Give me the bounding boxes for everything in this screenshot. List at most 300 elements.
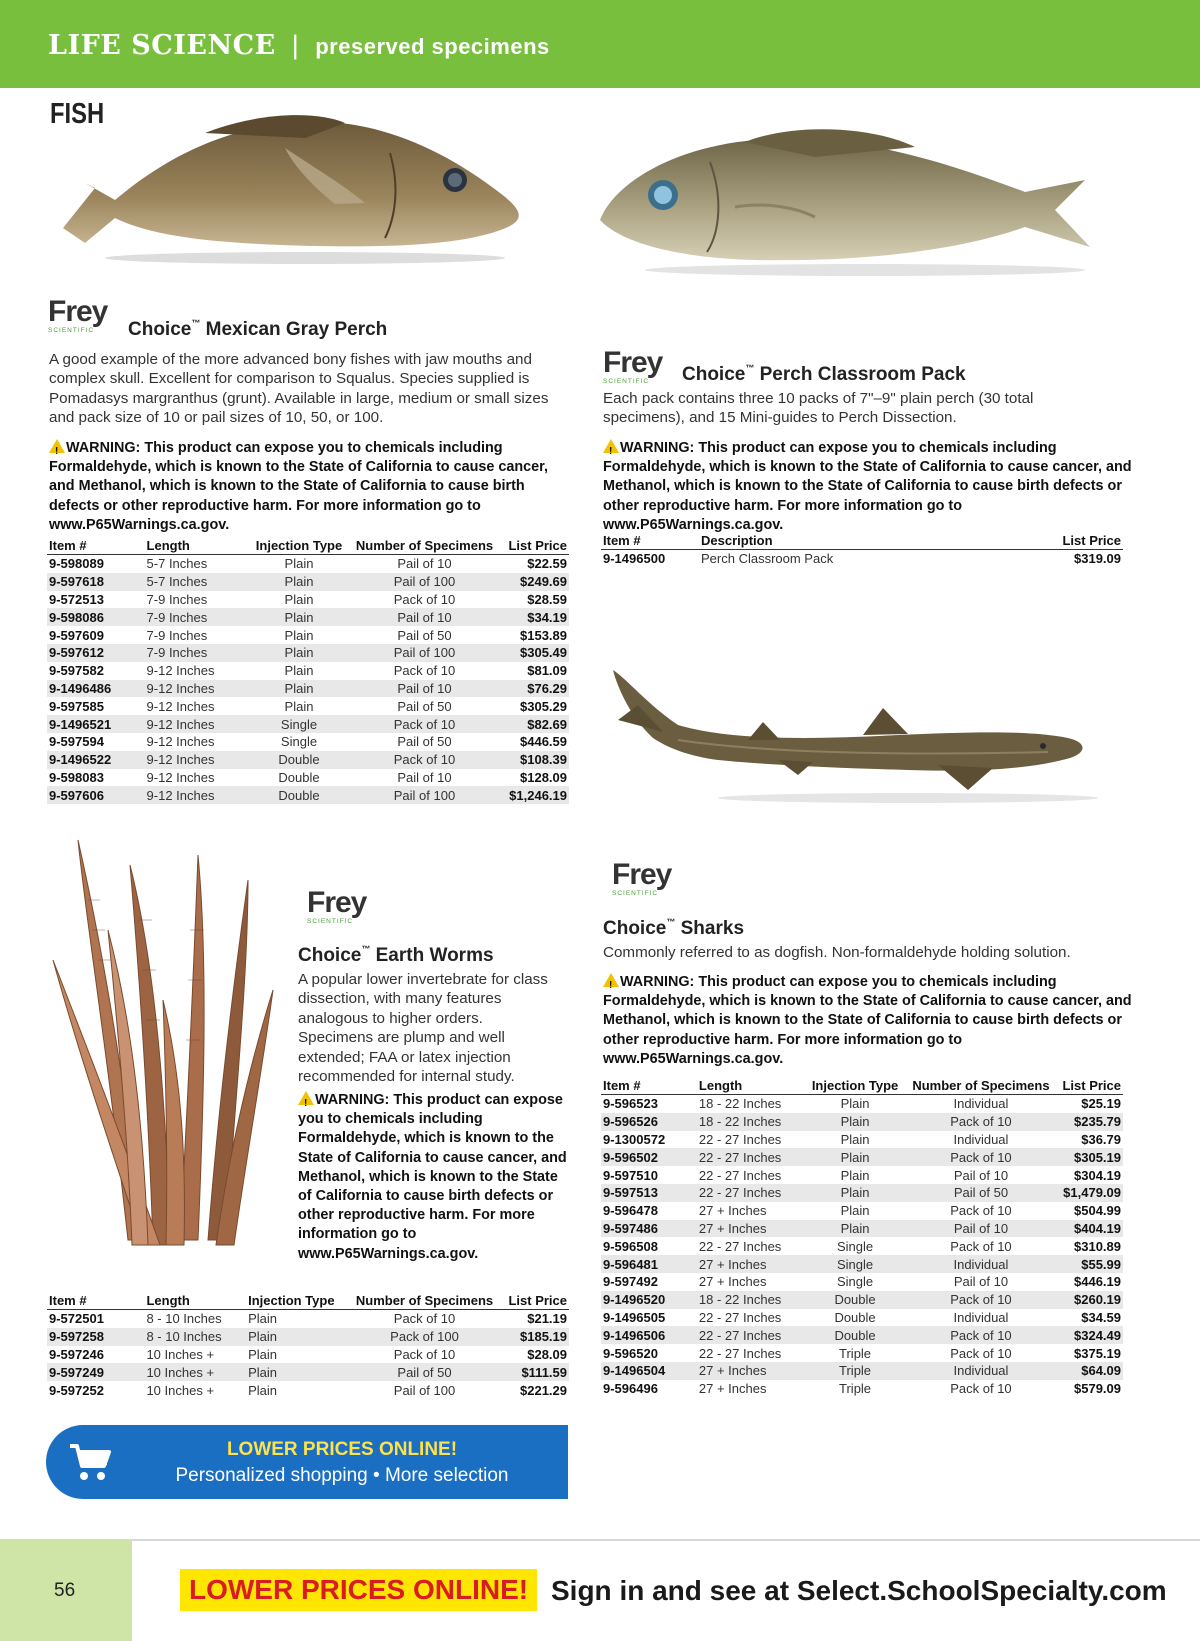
- item-number: 9-1496486: [47, 680, 145, 698]
- table-cell: 22 - 27 Inches: [697, 1148, 800, 1166]
- list-price: $260.19: [1052, 1291, 1123, 1309]
- list-price: $28.09: [527, 1346, 567, 1362]
- list-price: $375.19: [1074, 1345, 1121, 1361]
- earth-worms-title: [298, 944, 494, 967]
- table-cell: 9-12 Inches: [145, 715, 245, 733]
- table-cell: Pail of 100: [393, 1382, 456, 1398]
- table-cell: Triple: [839, 1345, 872, 1361]
- table-cell: Plain: [284, 698, 314, 714]
- list-price: $579.09: [1074, 1381, 1121, 1397]
- perch-pack-title: [682, 363, 966, 386]
- table-cell: Individual: [910, 1362, 1051, 1380]
- warning-text: WARNING: This product can expose you to chemicals including Formaldehyde, which is known to the State of California to cause cancer, and Methanol, which is known to the State of California to cause birth defects or other reproductive harm. For more information go to www.P65Warnings.ca.gov.: [49, 440, 548, 533]
- list-price: $82.69: [495, 715, 569, 733]
- column-header: Length: [697, 1077, 800, 1095]
- frey-logo-word: Frey: [48, 295, 108, 328]
- item-number: 9-596496: [603, 1381, 658, 1397]
- list-price: $185.19: [495, 1328, 569, 1346]
- table-cell: Pail of 10: [953, 1167, 1009, 1183]
- frey-logo: [307, 888, 379, 928]
- earth-worms-table: [47, 1292, 569, 1399]
- item-number: 9-597606: [47, 786, 145, 804]
- table-cell: Pail of 10: [953, 1274, 1009, 1290]
- table-cell: Single: [800, 1255, 911, 1273]
- table-cell: 8 - 10 Inches: [144, 1328, 246, 1346]
- table-cell: Pail of 100: [354, 786, 495, 804]
- table-row: [601, 1095, 1123, 1113]
- table-cell: 18 - 22 Inches: [697, 1291, 800, 1309]
- item-number: 9-596481: [601, 1255, 697, 1273]
- table-row: [47, 573, 569, 591]
- table-cell: Individual: [953, 1096, 1009, 1112]
- item-number: 9-597618: [47, 573, 145, 591]
- table-cell: Individual: [910, 1255, 1051, 1273]
- table-cell: Double: [244, 751, 354, 769]
- table-cell: Plain: [246, 1363, 354, 1381]
- table-cell: Pail of 10: [354, 608, 495, 626]
- list-price: $76.29: [495, 680, 569, 698]
- list-price: $235.79: [1052, 1113, 1123, 1131]
- list-price: $108.39: [495, 751, 569, 769]
- table-cell: Plain: [244, 680, 354, 698]
- table-cell: 10 Inches +: [146, 1346, 215, 1362]
- banner-headline: LOWER PRICES ONLINE!: [226, 1439, 458, 1460]
- item-number: 9-1496506: [601, 1326, 697, 1344]
- table-cell: Pack of 10: [393, 1346, 456, 1362]
- table-cell: Pail of 50: [397, 698, 452, 714]
- earth-worms-warning: [298, 1090, 570, 1264]
- table-cell: Single: [836, 1274, 874, 1290]
- table-cell: Pail of 10: [910, 1220, 1051, 1238]
- list-price: $34.19: [495, 608, 569, 626]
- list-price: $36.79: [1081, 1131, 1121, 1147]
- table-cell: Pail of 100: [354, 644, 495, 662]
- table-cell: Single: [280, 734, 318, 750]
- table-row: [601, 1326, 1123, 1344]
- item-number: 9-1300572: [603, 1131, 666, 1147]
- trademark: ™: [191, 318, 201, 328]
- table-cell: Pack of 10: [950, 1381, 1012, 1397]
- table-row: [601, 1220, 1123, 1238]
- title-suffix: Perch Classroom Pack: [754, 364, 966, 385]
- table-row: [47, 608, 569, 626]
- warning-icon: !: [603, 973, 619, 987]
- item-number: 9-572501: [49, 1311, 104, 1327]
- price-table: [47, 537, 569, 804]
- item-number: 9-596520: [603, 1345, 658, 1361]
- sharks-description: Commonly referred to as dogfish. Non-formaldehyde holding solution.: [603, 944, 1071, 961]
- list-price: $446.59: [520, 734, 567, 750]
- frey-logo-sub: SCIENTIFIC: [307, 918, 354, 925]
- subsection-label: preserved specimens: [315, 34, 550, 59]
- table-cell: 10 Inches +: [144, 1363, 246, 1381]
- table-cell: Plain: [284, 627, 314, 643]
- sharks-table: [601, 1077, 1123, 1398]
- list-price: $1,246.19: [495, 786, 569, 804]
- table-cell: Pack of 10: [910, 1148, 1051, 1166]
- list-price: $64.09: [1052, 1362, 1123, 1380]
- table-row: [47, 733, 569, 751]
- sharks-title: [603, 917, 744, 940]
- table-row: [601, 1380, 1123, 1398]
- item-number: 9-597249: [47, 1363, 144, 1381]
- item-number: 9-572513: [49, 591, 104, 607]
- table-cell: Individual: [953, 1131, 1009, 1147]
- column-header: Item #: [47, 537, 145, 555]
- table-row: [47, 555, 569, 573]
- table-cell: Plain: [840, 1203, 870, 1219]
- table-cell: 10 Inches +: [146, 1382, 215, 1398]
- table-cell: Plain: [284, 663, 314, 679]
- table-cell: Pack of 10: [950, 1345, 1012, 1361]
- frey-logo: [603, 348, 675, 388]
- table-cell: 22 - 27 Inches: [698, 1238, 782, 1254]
- table-cell: 8 - 10 Inches: [146, 1311, 222, 1327]
- table-row: [47, 751, 569, 769]
- column-header: Item #: [601, 1077, 697, 1095]
- table-cell: 9-12 Inches: [146, 663, 215, 679]
- frey-logo-sub: SCIENTIFIC: [603, 378, 650, 385]
- table-cell: Pack of 10: [393, 591, 456, 607]
- table-cell: Pack of 10: [910, 1326, 1051, 1344]
- warning-icon: !: [603, 439, 619, 453]
- table-row: [47, 769, 569, 787]
- table-row: [601, 550, 1123, 568]
- table-cell: 27 + Inches: [697, 1362, 800, 1380]
- column-header: Description: [699, 532, 1049, 550]
- item-number: 9-1496500: [603, 551, 666, 567]
- table-cell: Single: [244, 715, 354, 733]
- column-header: List Price: [495, 537, 569, 555]
- list-price: $1,479.09: [1052, 1184, 1123, 1202]
- table-cell: 27 + Inches: [698, 1274, 767, 1290]
- table-row: [47, 644, 569, 662]
- item-number: 9-597492: [603, 1274, 658, 1290]
- list-price: $28.59: [527, 591, 567, 607]
- table-cell: 22 - 27 Inches: [698, 1167, 782, 1183]
- footer-website-link[interactable]: Sign in and see at Select.SchoolSpecialty.com: [551, 1575, 1167, 1606]
- table-row: [601, 1148, 1123, 1166]
- warning-icon: !: [298, 1091, 314, 1105]
- list-price: $446.19: [1074, 1274, 1121, 1290]
- table-cell: Plain: [284, 556, 314, 572]
- section-label: LIFE SCIENCE: [48, 30, 276, 61]
- list-price: $111.59: [495, 1363, 569, 1381]
- page-number: 56: [54, 1580, 76, 1601]
- item-number: 9-597252: [49, 1382, 104, 1398]
- table-cell: 7-9 Inches: [145, 608, 245, 626]
- list-price: $34.59: [1081, 1309, 1121, 1325]
- table-cell: 9-12 Inches: [146, 769, 215, 785]
- column-header: Number of Specimens: [912, 1078, 1050, 1093]
- table-cell: Pack of 10: [910, 1291, 1051, 1309]
- earth-worms-description: A popular lower invertebrate for class dissection, with many features analogous to higher orders. Specimens are plump and well extended; FAA or latex injection recommended for internal study.: [298, 971, 548, 1086]
- perch-pack-table: [601, 532, 1123, 568]
- title-prefix: Choice: [682, 364, 746, 385]
- table-cell: Plain: [840, 1096, 870, 1112]
- table-cell: Plain: [244, 644, 354, 662]
- lower-prices-banner[interactable]: [46, 1425, 568, 1499]
- table-cell: Pack of 10: [354, 715, 495, 733]
- table-cell: 9-12 Inches: [145, 751, 245, 769]
- table-cell: Plain: [248, 1382, 278, 1398]
- column-header: List Price: [495, 1292, 569, 1310]
- item-number: 9-597612: [47, 644, 145, 662]
- gray-perch-description: A good example of the more advanced bony fishes with jaw mouths and complex skull. Excellent for comparison to Squalus. Species supplied is Pomadasys margranthus (grunt). Available in large, medium or small sizes and pack size of 10 or pail sizes of 10, 50, or 100.: [49, 351, 549, 427]
- section-header: [48, 30, 550, 61]
- table-cell: 7-9 Inches: [145, 644, 245, 662]
- trademark: ™: [361, 944, 371, 954]
- table-cell: Plain: [248, 1311, 278, 1327]
- table-cell: Pail of 50: [397, 734, 452, 750]
- item-number: 9-597486: [601, 1220, 697, 1238]
- table-cell: Plain: [246, 1328, 354, 1346]
- warning-text: WARNING: This product can expose you to chemicals including Formaldehyde, which is known to the State of California to cause cancer, and Methanol, which is known to the State of California to cause birth defects or other reproductive harm. For more information go to www.P65Warnings.ca.gov.: [603, 974, 1132, 1067]
- header-separator: |: [291, 30, 300, 60]
- table-cell: Plain: [800, 1184, 911, 1202]
- table-row: [601, 1184, 1123, 1202]
- frey-logo-word: Frey: [612, 858, 672, 891]
- gray-perch-table: [47, 537, 569, 804]
- table-cell: Pail of 10: [354, 680, 495, 698]
- table-cell: Plain: [840, 1167, 870, 1183]
- item-number: 9-597609: [49, 627, 104, 643]
- table-cell: 9-12 Inches: [146, 734, 215, 750]
- table-cell: Pack of 10: [354, 751, 495, 769]
- frey-logo-sub: SCIENTIFIC: [48, 327, 95, 334]
- trademark: ™: [666, 917, 676, 927]
- table-cell: 9-12 Inches: [145, 680, 245, 698]
- table-cell: Plain: [800, 1220, 911, 1238]
- title-suffix: Sharks: [675, 918, 745, 939]
- table-cell: Pail of 50: [397, 627, 452, 643]
- table-cell: Pail of 10: [397, 769, 452, 785]
- price-table: [47, 1292, 569, 1399]
- list-price: $128.09: [520, 769, 567, 785]
- item-number: 9-598086: [47, 608, 145, 626]
- table-cell: Plain: [800, 1113, 911, 1131]
- warning-icon: !: [49, 439, 65, 453]
- table-row: [47, 662, 569, 680]
- list-price: $21.19: [527, 1311, 567, 1327]
- item-number: 9-596478: [603, 1203, 658, 1219]
- frey-logo: [48, 297, 120, 337]
- item-number: 9-1496522: [47, 751, 145, 769]
- list-price: $55.99: [1052, 1255, 1123, 1273]
- table-cell: Triple: [800, 1362, 911, 1380]
- warning-text: WARNING: This product can expose you to chemicals including Formaldehyde, which is known to the State of California to cause cancer, and Methanol, which is known to the State of California to cause birth defects or other reproductive harm. For more information go to www.P65Warnings.ca.gov.: [298, 1092, 567, 1262]
- list-price: $249.69: [495, 573, 569, 591]
- item-number: 9-1496521: [47, 715, 145, 733]
- table-cell: Pail of 50: [910, 1184, 1051, 1202]
- table-cell: 22 - 27 Inches: [698, 1345, 782, 1361]
- table-cell: Double: [800, 1326, 911, 1344]
- table-row: [601, 1237, 1123, 1255]
- item-number: 9-1496505: [603, 1309, 666, 1325]
- table-row: [601, 1255, 1123, 1273]
- table-row: [601, 1113, 1123, 1131]
- item-number: 9-598083: [49, 769, 104, 785]
- table-cell: Pail of 10: [397, 556, 452, 572]
- frey-logo-word: Frey: [603, 346, 663, 379]
- table-cell: 7-9 Inches: [146, 627, 208, 643]
- table-cell: 27 + Inches: [697, 1220, 800, 1238]
- list-price: $404.19: [1052, 1220, 1123, 1238]
- table-row: [47, 626, 569, 644]
- column-header: Item #: [47, 1292, 144, 1310]
- table-cell: Single: [836, 1238, 874, 1254]
- list-price: $504.99: [1074, 1203, 1121, 1219]
- column-header: Injection Type: [244, 537, 354, 555]
- gray-perch-title: [128, 318, 387, 341]
- table-row: [47, 1381, 569, 1399]
- table-cell: Double: [278, 769, 320, 785]
- table-cell: Pack of 10: [910, 1113, 1051, 1131]
- table-cell: 9-12 Inches: [145, 786, 245, 804]
- table-cell: Triple: [839, 1381, 872, 1397]
- gray-perch-image: [55, 108, 545, 268]
- perch-classroom-image: [595, 122, 1135, 282]
- table-row: [47, 680, 569, 698]
- list-price: $310.89: [1074, 1238, 1121, 1254]
- trademark: ™: [745, 363, 755, 373]
- column-header: Item #: [601, 532, 699, 550]
- column-header: Length: [144, 1292, 246, 1310]
- title-prefix: Choice: [128, 319, 192, 340]
- table-cell: Pack of 10: [393, 663, 456, 679]
- table-row: [601, 1131, 1123, 1149]
- earth-worms-image: [48, 840, 278, 1250]
- table-cell: 22 - 27 Inches: [698, 1309, 782, 1325]
- title-prefix: Choice: [603, 918, 667, 939]
- list-price: $304.19: [1074, 1167, 1121, 1183]
- item-number: 9-597582: [49, 663, 104, 679]
- column-header: Length: [145, 537, 245, 555]
- table-cell: 27 + Inches: [698, 1203, 767, 1219]
- list-price: $25.19: [1081, 1096, 1121, 1112]
- table-cell: Double: [244, 786, 354, 804]
- list-price: $305.29: [520, 698, 567, 714]
- item-number: 9-1496520: [601, 1291, 697, 1309]
- table-cell: Individual: [953, 1309, 1009, 1325]
- table-cell: 22 - 27 Inches: [698, 1131, 782, 1147]
- column-header: Number of Specimens: [355, 1293, 494, 1308]
- item-number: 9-597246: [49, 1346, 104, 1362]
- frey-logo: [612, 860, 684, 900]
- table-cell: Double: [800, 1291, 911, 1309]
- table-row: [47, 1346, 569, 1364]
- column-header: List Price: [1052, 1077, 1123, 1095]
- item-number: 9-597510: [603, 1167, 658, 1183]
- banner-subline: Personalized shopping • More selection: [175, 1465, 509, 1486]
- table-cell: 27 + Inches: [697, 1255, 800, 1273]
- list-price: $319.09: [1074, 551, 1121, 567]
- list-price: $221.29: [520, 1382, 567, 1398]
- table-cell: Pack of 10: [950, 1203, 1012, 1219]
- title-prefix: Choice: [298, 945, 362, 966]
- item-number: 9-597585: [49, 698, 104, 714]
- column-header: List Price: [1049, 532, 1123, 550]
- dogfish-shark-image: [608, 660, 1128, 810]
- sharks-warning: [603, 972, 1133, 1069]
- price-table: [601, 532, 1123, 568]
- table-row: [601, 1202, 1123, 1220]
- page-title: FISH: [50, 98, 105, 130]
- warning-text: WARNING: This product can expose you to chemicals including Formaldehyde, which is known to the State of California to cause cancer, and Methanol, which is known to the State of California to cause birth defects or other reproductive harm. For more information go to www.P65Warnings.ca.gov.: [603, 440, 1132, 533]
- table-header-row: [601, 1077, 1123, 1095]
- table-cell: Plain: [248, 1346, 278, 1362]
- table-cell: 27 + Inches: [698, 1381, 767, 1397]
- table-cell: 5-7 Inches: [146, 556, 208, 572]
- table-cell: 22 - 27 Inches: [697, 1184, 800, 1202]
- list-price: $22.59: [527, 556, 567, 572]
- table-cell: Pail of 50: [354, 1363, 495, 1381]
- table-row: [47, 1310, 569, 1328]
- frey-logo-word: Frey: [307, 886, 367, 919]
- list-price: $81.09: [527, 663, 567, 679]
- footer-highlight: LOWER PRICES ONLINE!: [180, 1569, 537, 1611]
- table-row: [601, 1291, 1123, 1309]
- table-row: [601, 1344, 1123, 1362]
- item-number: 9-597594: [49, 734, 104, 750]
- table-cell: 22 - 27 Inches: [697, 1326, 800, 1344]
- title-suffix: Earth Worms: [370, 945, 494, 966]
- perch-pack-description: Each pack contains three 10 packs of 7"–9" plain perch (30 total specimens), and 15 Mini-guides to Perch Dissection.: [603, 390, 1034, 427]
- column-header: Injection Type: [800, 1077, 911, 1095]
- table-cell: Plain: [244, 608, 354, 626]
- item-number: 9-596526: [601, 1113, 697, 1131]
- table-row: [601, 1309, 1123, 1327]
- table-cell: 9-12 Inches: [146, 698, 215, 714]
- table-cell: Plain: [244, 573, 354, 591]
- table-header-row: [47, 537, 569, 555]
- table-cell: Pack of 100: [354, 1328, 495, 1346]
- table-cell: 18 - 22 Inches: [698, 1096, 782, 1112]
- table-cell: Double: [834, 1309, 876, 1325]
- item-number: 9-596502: [601, 1148, 697, 1166]
- table-cell: Plain: [284, 591, 314, 607]
- gray-perch-warning: [49, 438, 577, 535]
- price-table: [601, 1077, 1123, 1398]
- table-row: [47, 1328, 569, 1346]
- list-price: $324.49: [1052, 1326, 1123, 1344]
- title-suffix: Mexican Gray Perch: [200, 319, 388, 340]
- table-cell: 18 - 22 Inches: [697, 1113, 800, 1131]
- table-cell: 7-9 Inches: [146, 591, 208, 607]
- table-row: [601, 1166, 1123, 1184]
- item-number: 9-596508: [603, 1238, 658, 1254]
- table-cell: Pack of 10: [950, 1238, 1012, 1254]
- item-number: 9-597513: [601, 1184, 697, 1202]
- table-cell: Plain: [800, 1148, 911, 1166]
- item-number: 9-596523: [603, 1096, 658, 1112]
- item-number: 9-598089: [49, 556, 104, 572]
- table-row: [47, 591, 569, 609]
- footer-divider: [132, 1539, 1200, 1541]
- list-price: $305.19: [1052, 1148, 1123, 1166]
- list-price: $153.89: [520, 627, 567, 643]
- table-cell: Pail of 100: [354, 573, 495, 591]
- table-cell: Perch Classroom Pack: [701, 551, 834, 567]
- item-number: 9-1496504: [601, 1362, 697, 1380]
- table-cell: Pack of 10: [393, 1311, 456, 1327]
- item-number: 9-597258: [47, 1328, 144, 1346]
- table-row: [601, 1273, 1123, 1291]
- frey-logo-sub: SCIENTIFIC: [612, 890, 659, 897]
- list-price: $305.49: [495, 644, 569, 662]
- table-header-row: [601, 532, 1123, 550]
- table-row: [47, 1363, 569, 1381]
